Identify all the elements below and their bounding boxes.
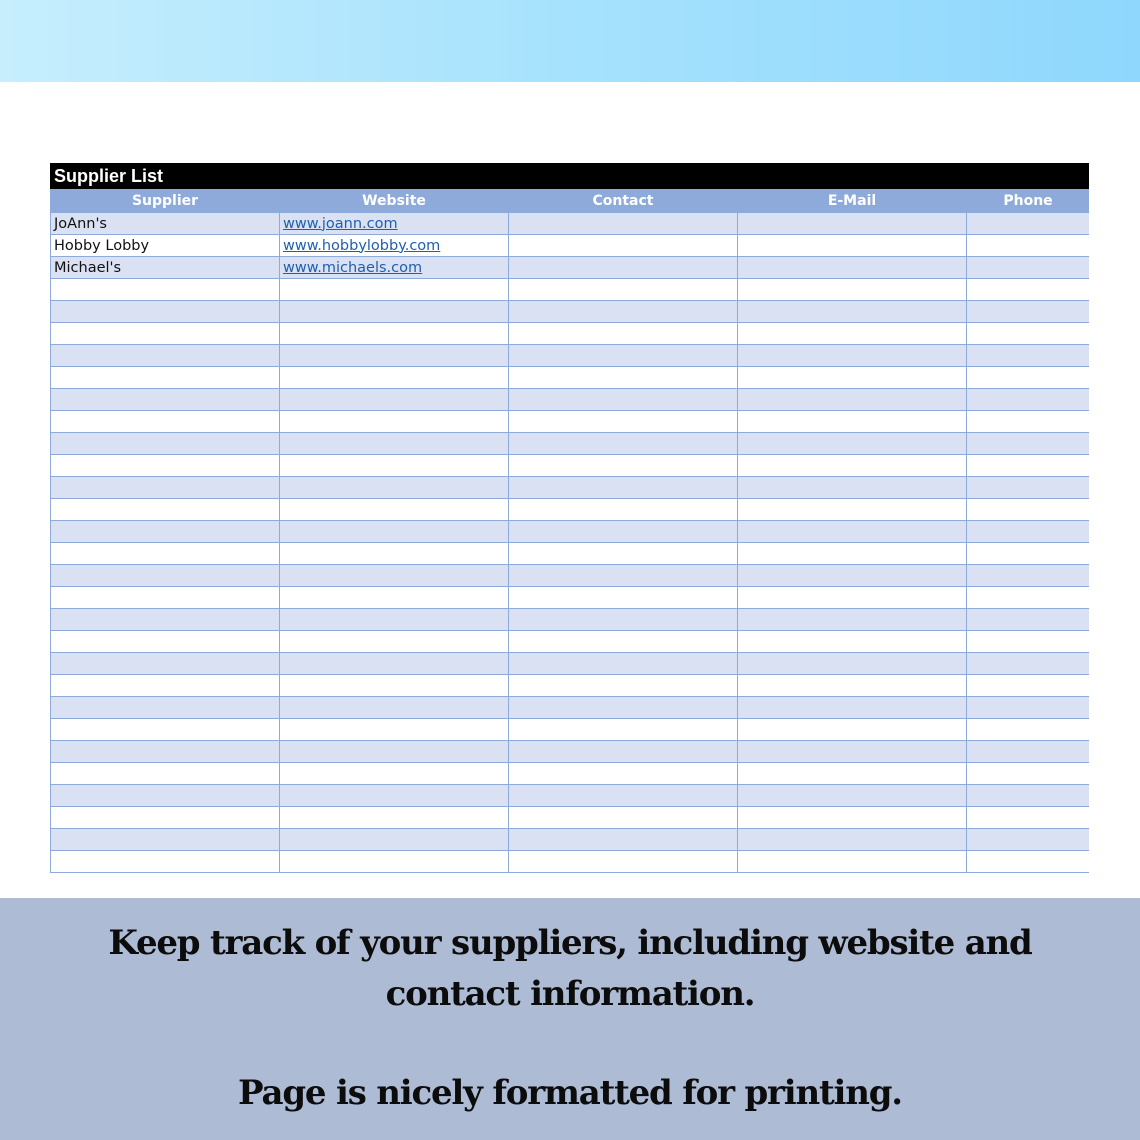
supplier-cell[interactable]: [51, 345, 280, 367]
phone-cell[interactable]: [967, 631, 1090, 653]
column-header-supplier[interactable]: Supplier: [51, 190, 280, 213]
empty-row: [51, 367, 1090, 389]
website-cell[interactable]: [280, 543, 509, 565]
phone-cell[interactable]: [967, 411, 1090, 433]
email-cell[interactable]: [738, 543, 967, 565]
phone-cell[interactable]: [967, 521, 1090, 543]
phone-cell[interactable]: [967, 345, 1090, 367]
supplier-table: [50, 189, 1089, 873]
supplier-cell[interactable]: [51, 301, 280, 323]
contact-cell[interactable]: [509, 829, 738, 851]
supplier-cell[interactable]: [51, 631, 280, 653]
website-link[interactable]: www.michaels.com: [283, 259, 423, 276]
supplier-cell[interactable]: [51, 785, 280, 807]
phone-cell[interactable]: [967, 741, 1090, 763]
empty-row: [51, 741, 1090, 763]
empty-row: [51, 785, 1090, 807]
contact-cell[interactable]: [509, 521, 738, 543]
contact-cell[interactable]: [509, 763, 738, 785]
email-cell[interactable]: [738, 477, 967, 499]
empty-row: [51, 587, 1090, 609]
contact-cell[interactable]: [509, 389, 738, 411]
phone-cell[interactable]: [967, 851, 1090, 873]
email-cell[interactable]: [738, 279, 967, 301]
phone-cell[interactable]: [967, 763, 1090, 785]
website-cell[interactable]: [280, 257, 509, 279]
contact-cell[interactable]: [509, 675, 738, 697]
email-cell[interactable]: [738, 411, 967, 433]
contact-cell[interactable]: [509, 719, 738, 741]
supplier-cell[interactable]: [51, 807, 280, 829]
website-cell[interactable]: [280, 653, 509, 675]
empty-row: [51, 829, 1090, 851]
email-cell[interactable]: [738, 257, 967, 279]
contact-cell[interactable]: [509, 345, 738, 367]
website-cell[interactable]: [280, 587, 509, 609]
table-row: [51, 235, 1090, 257]
website-cell[interactable]: [280, 279, 509, 301]
email-cell[interactable]: [738, 433, 967, 455]
website-cell[interactable]: [280, 235, 509, 257]
phone-cell[interactable]: [967, 829, 1090, 851]
phone-cell[interactable]: [967, 697, 1090, 719]
supplier-cell[interactable]: [51, 279, 280, 301]
phone-cell[interactable]: [967, 675, 1090, 697]
contact-cell[interactable]: [509, 477, 738, 499]
contact-cell[interactable]: [509, 235, 738, 257]
website-cell[interactable]: [280, 829, 509, 851]
supplier-cell[interactable]: [51, 367, 280, 389]
header-row: [51, 190, 1090, 213]
email-cell[interactable]: [738, 829, 967, 851]
contact-cell[interactable]: [509, 455, 738, 477]
empty-row: [51, 763, 1090, 785]
website-cell[interactable]: [280, 851, 509, 873]
website-cell[interactable]: [280, 477, 509, 499]
email-cell[interactable]: [738, 697, 967, 719]
contact-cell[interactable]: [509, 609, 738, 631]
sheet-title: Supplier List: [50, 163, 1089, 189]
empty-row: [51, 697, 1090, 719]
email-cell[interactable]: [738, 851, 967, 873]
phone-cell[interactable]: [967, 543, 1090, 565]
website-cell[interactable]: [280, 389, 509, 411]
supplier-cell[interactable]: [51, 719, 280, 741]
website-cell[interactable]: [280, 719, 509, 741]
supplier-cell[interactable]: [51, 851, 280, 873]
website-cell[interactable]: [280, 521, 509, 543]
column-header-email[interactable]: E-Mail: [738, 190, 967, 213]
empty-row: [51, 565, 1090, 587]
phone-cell[interactable]: [967, 323, 1090, 345]
website-link[interactable]: www.joann.com: [283, 215, 398, 232]
phone-cell[interactable]: [967, 609, 1090, 631]
empty-row: [51, 719, 1090, 741]
empty-row: [51, 301, 1090, 323]
caption-description: Keep track of your suppliers, including website and contact information.: [108, 923, 1032, 1014]
supplier-cell[interactable]: Hobby Lobby: [51, 235, 280, 257]
phone-cell[interactable]: [967, 499, 1090, 521]
website-cell[interactable]: [280, 631, 509, 653]
supplier-cell[interactable]: [51, 763, 280, 785]
phone-cell[interactable]: [967, 587, 1090, 609]
contact-cell[interactable]: [509, 213, 738, 235]
email-cell[interactable]: [738, 323, 967, 345]
email-cell[interactable]: [738, 455, 967, 477]
contact-cell[interactable]: [509, 257, 738, 279]
empty-row: [51, 477, 1090, 499]
website-cell[interactable]: [280, 565, 509, 587]
website-cell[interactable]: [280, 675, 509, 697]
email-cell[interactable]: [738, 301, 967, 323]
supplier-cell[interactable]: [51, 499, 280, 521]
contact-cell[interactable]: [509, 279, 738, 301]
website-cell[interactable]: [280, 741, 509, 763]
column-header-contact[interactable]: Contact: [509, 190, 738, 213]
empty-row: [51, 389, 1090, 411]
phone-cell[interactable]: [967, 213, 1090, 235]
contact-cell[interactable]: [509, 653, 738, 675]
phone-cell[interactable]: [967, 389, 1090, 411]
supplier-sheet: [50, 163, 1089, 899]
supplier-cell[interactable]: [51, 455, 280, 477]
contact-cell[interactable]: [509, 411, 738, 433]
phone-cell[interactable]: [967, 301, 1090, 323]
contact-cell[interactable]: [509, 631, 738, 653]
contact-cell[interactable]: [509, 543, 738, 565]
contact-cell[interactable]: [509, 807, 738, 829]
supplier-cell[interactable]: [51, 389, 280, 411]
supplier-cell[interactable]: [51, 675, 280, 697]
email-cell[interactable]: [738, 609, 967, 631]
supplier-cell[interactable]: [51, 609, 280, 631]
empty-row: [51, 631, 1090, 653]
phone-cell[interactable]: [967, 235, 1090, 257]
website-cell[interactable]: [280, 301, 509, 323]
contact-cell[interactable]: [509, 433, 738, 455]
supplier-cell[interactable]: [51, 477, 280, 499]
email-cell[interactable]: [738, 389, 967, 411]
supplier-cell[interactable]: [51, 543, 280, 565]
email-cell[interactable]: [738, 763, 967, 785]
empty-row: [51, 433, 1090, 455]
empty-row: [51, 675, 1090, 697]
website-cell[interactable]: [280, 367, 509, 389]
website-cell[interactable]: [280, 213, 509, 235]
website-cell[interactable]: [280, 763, 509, 785]
column-header-phone[interactable]: Phone: [967, 190, 1090, 213]
email-cell[interactable]: [738, 631, 967, 653]
website-cell[interactable]: [280, 499, 509, 521]
supplier-cell[interactable]: [51, 697, 280, 719]
supplier-cell[interactable]: [51, 411, 280, 433]
empty-row: [51, 653, 1090, 675]
website-cell[interactable]: [280, 609, 509, 631]
empty-row: [51, 543, 1090, 565]
website-cell[interactable]: [280, 785, 509, 807]
supplier-cell[interactable]: [51, 521, 280, 543]
email-cell[interactable]: [738, 807, 967, 829]
supplier-cell[interactable]: JoAnn's: [51, 213, 280, 235]
contact-cell[interactable]: [509, 499, 738, 521]
table-row: [51, 257, 1090, 279]
website-cell[interactable]: [280, 455, 509, 477]
website-cell[interactable]: [280, 807, 509, 829]
email-cell[interactable]: [738, 653, 967, 675]
supplier-cell[interactable]: [51, 741, 280, 763]
website-link[interactable]: www.hobbylobby.com: [283, 237, 441, 254]
phone-cell[interactable]: [967, 455, 1090, 477]
phone-cell[interactable]: [967, 653, 1090, 675]
email-cell[interactable]: [738, 719, 967, 741]
supplier-cell[interactable]: [51, 829, 280, 851]
supplier-cell[interactable]: [51, 565, 280, 587]
phone-cell[interactable]: [967, 785, 1090, 807]
website-cell[interactable]: [280, 323, 509, 345]
email-cell[interactable]: [738, 785, 967, 807]
supplier-cell[interactable]: [51, 433, 280, 455]
empty-row: [51, 345, 1090, 367]
email-cell[interactable]: [738, 675, 967, 697]
contact-cell[interactable]: [509, 301, 738, 323]
website-cell[interactable]: [280, 433, 509, 455]
contact-cell[interactable]: [509, 697, 738, 719]
empty-row: [51, 807, 1090, 829]
supplier-cell[interactable]: Michael's: [51, 257, 280, 279]
empty-row: [51, 851, 1090, 873]
caption-print-note: Page is nicely formatted for printing.: [238, 1073, 902, 1113]
email-cell[interactable]: [738, 235, 967, 257]
contact-cell[interactable]: [509, 565, 738, 587]
contact-cell[interactable]: [509, 367, 738, 389]
supplier-cell[interactable]: [51, 653, 280, 675]
website-cell[interactable]: [280, 697, 509, 719]
email-cell[interactable]: [738, 521, 967, 543]
email-cell[interactable]: [738, 213, 967, 235]
email-cell[interactable]: [738, 345, 967, 367]
empty-row: [51, 521, 1090, 543]
contact-cell[interactable]: [509, 741, 738, 763]
email-cell[interactable]: [738, 587, 967, 609]
phone-cell[interactable]: [967, 257, 1090, 279]
supplier-cell[interactable]: [51, 323, 280, 345]
top-gradient-banner: [0, 0, 1140, 82]
phone-cell[interactable]: [967, 279, 1090, 301]
column-header-website[interactable]: Website: [280, 190, 509, 213]
empty-row: [51, 499, 1090, 521]
phone-cell[interactable]: [967, 565, 1090, 587]
empty-row: [51, 609, 1090, 631]
email-cell[interactable]: [738, 499, 967, 521]
phone-cell[interactable]: [967, 477, 1090, 499]
empty-row: [51, 455, 1090, 477]
email-cell[interactable]: [738, 367, 967, 389]
table-row: [51, 213, 1090, 235]
contact-cell[interactable]: [509, 587, 738, 609]
empty-row: [51, 279, 1090, 301]
email-cell[interactable]: [738, 565, 967, 587]
empty-row: [51, 411, 1090, 433]
caption-panel: [0, 898, 1140, 1140]
contact-cell[interactable]: [509, 851, 738, 873]
website-cell[interactable]: [280, 345, 509, 367]
phone-cell[interactable]: [967, 433, 1090, 455]
table-body: [51, 213, 1090, 873]
empty-row: [51, 323, 1090, 345]
phone-cell[interactable]: [967, 807, 1090, 829]
website-cell[interactable]: [280, 411, 509, 433]
supplier-cell[interactable]: [51, 587, 280, 609]
contact-cell[interactable]: [509, 785, 738, 807]
phone-cell[interactable]: [967, 367, 1090, 389]
email-cell[interactable]: [738, 741, 967, 763]
phone-cell[interactable]: [967, 719, 1090, 741]
contact-cell[interactable]: [509, 323, 738, 345]
